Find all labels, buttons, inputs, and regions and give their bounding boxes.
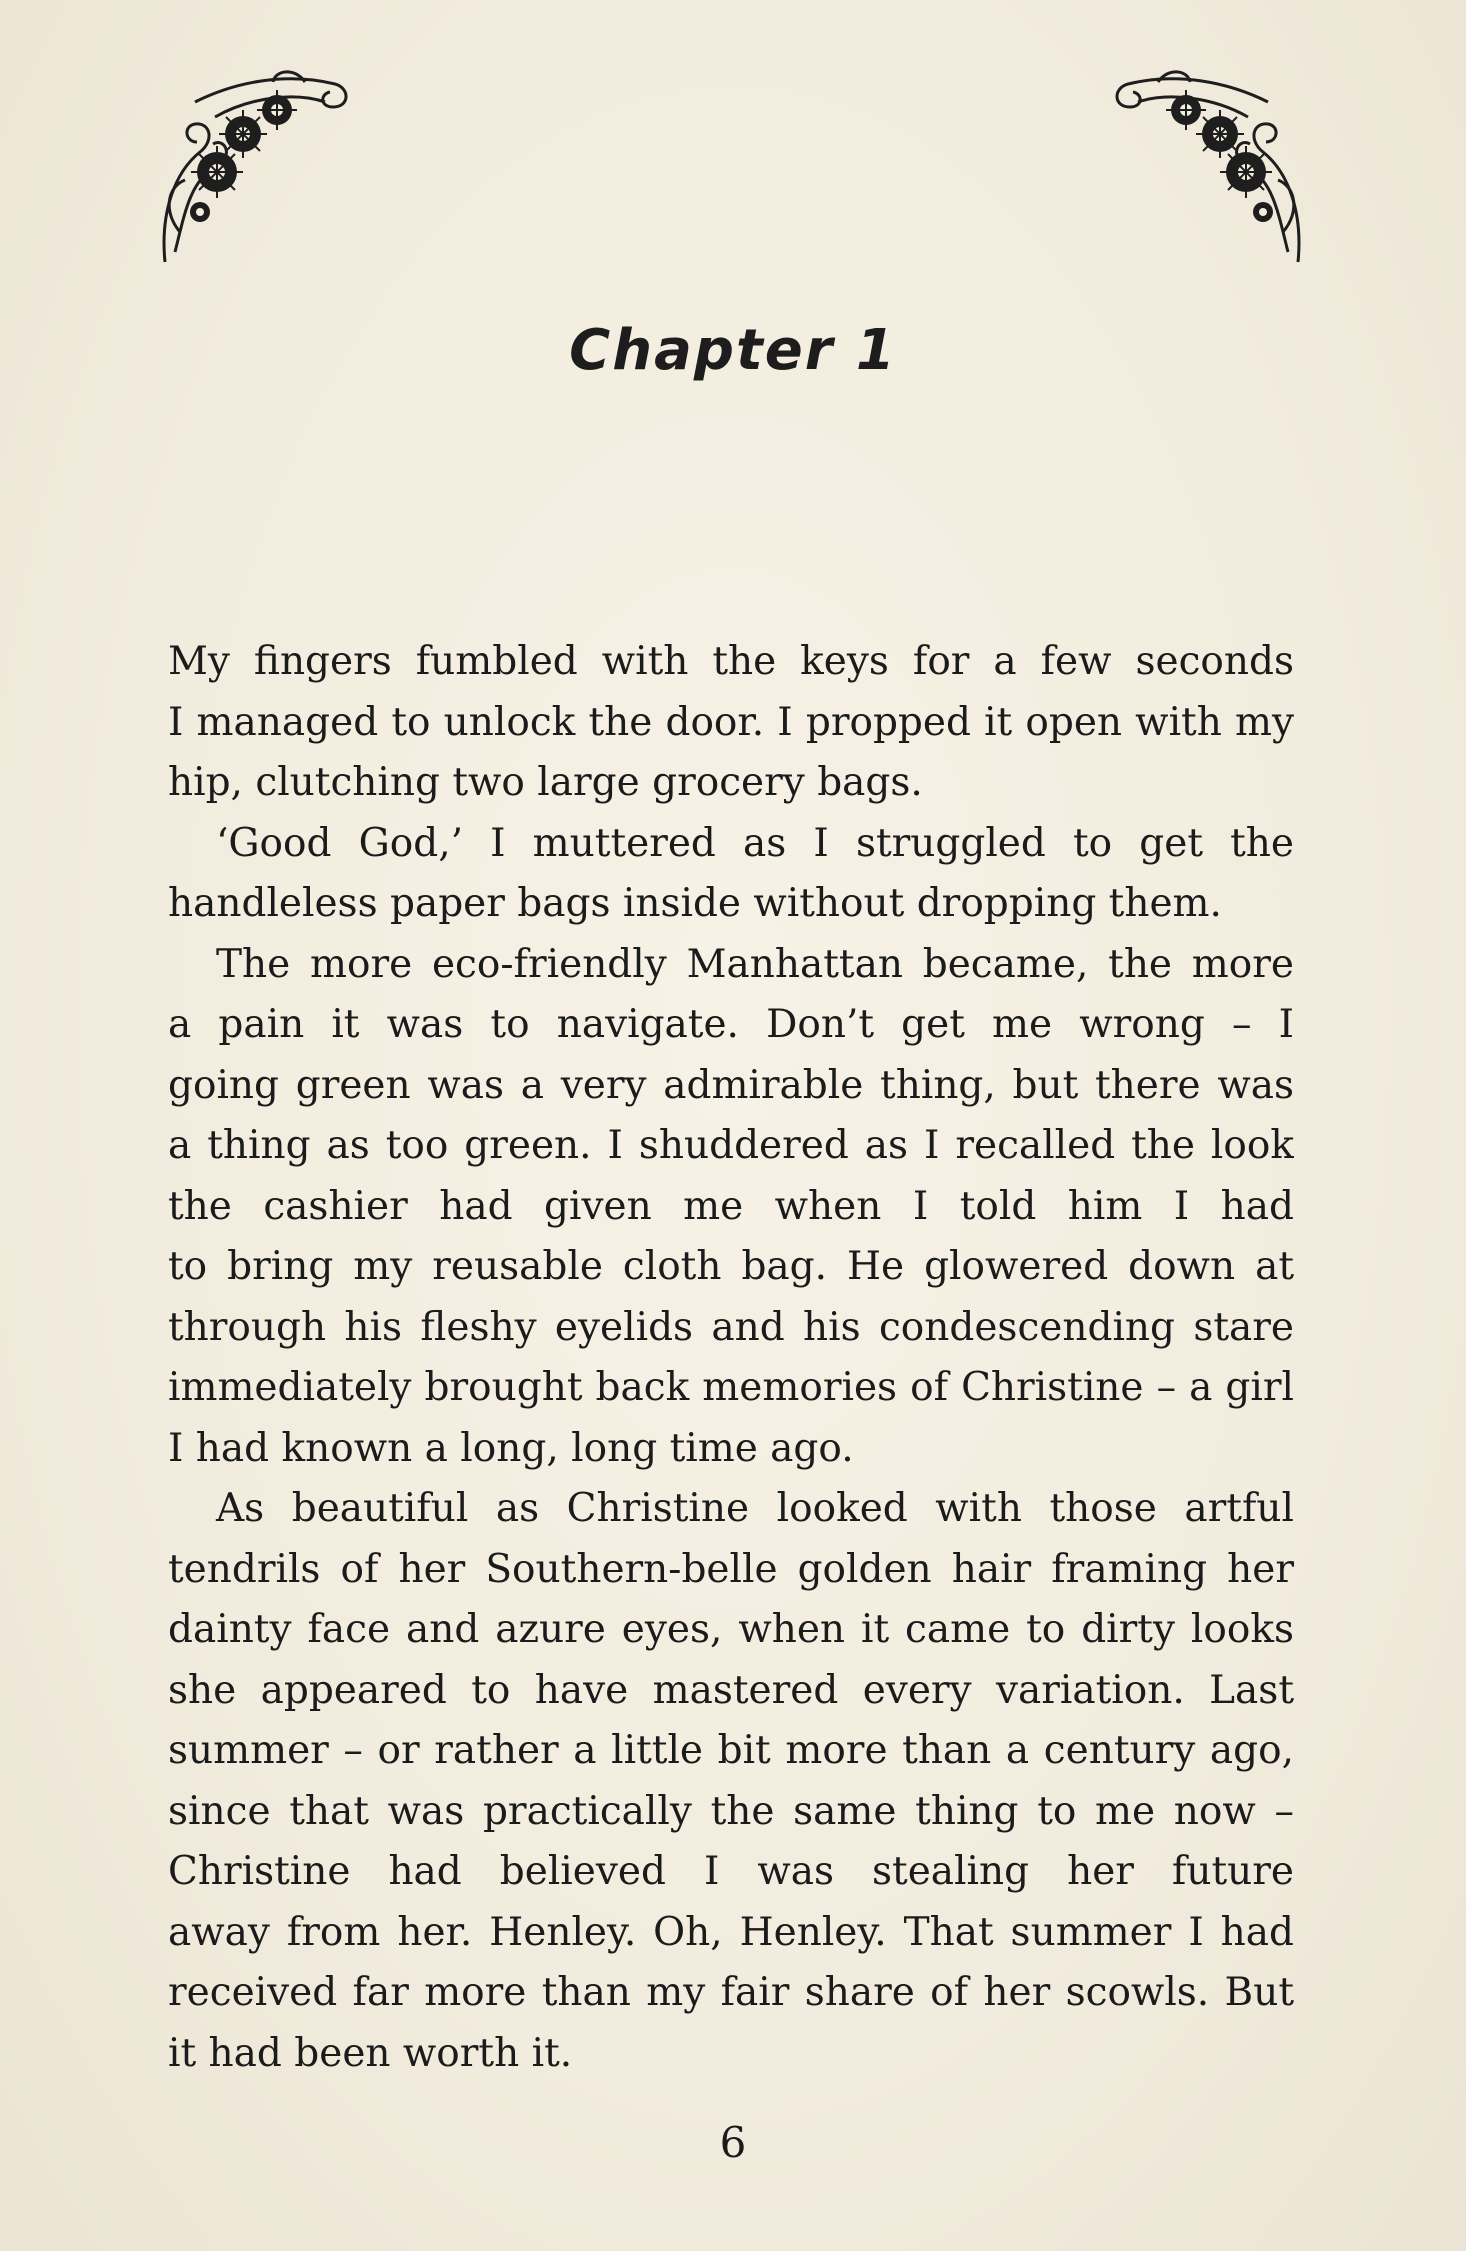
corner-ornament-left	[155, 62, 355, 277]
text-line: I had known a long, long time ago.	[168, 1425, 854, 1471]
text-line: As beautiful as Christine looked with those artful	[216, 1486, 1294, 1531]
text-line: she appeared to have mastered every variation. Last	[168, 1667, 1294, 1713]
text-line: it had been worth it.	[168, 2030, 573, 2076]
chapter-title: Chapter 1	[569, 318, 897, 383]
chapter-body	[168, 632, 1294, 2084]
text-line: a pain it was to navigate. Don’t get me wrong – I	[168, 1002, 1294, 1047]
text-line: The more eco-friendly Manhattan became, the more	[216, 941, 1294, 987]
corner-ornament-right	[1108, 62, 1308, 277]
text-line: handleless paper bags inside without dropping them.	[168, 881, 1222, 926]
text-line: summer – or rather a little bit more than a century ago,	[168, 1728, 1294, 1773]
text-line: going green was a very admirable thing, but there was	[168, 1062, 1294, 1108]
text-line: through his fleshy eyelids and his condescending stare	[168, 1304, 1294, 1350]
text-line: My fingers fumbled with the keys for a few seconds	[168, 639, 1294, 684]
text-line: since that was practically the same thing to me now –	[168, 1788, 1294, 1834]
text-line: immediately brought back memories of Christine – a girl	[168, 1365, 1294, 1410]
text-line: away from her. Henley. Oh, Henley. That summer I had	[168, 1909, 1294, 1955]
text-line: received far more than my fair share of her scowls. But	[168, 1970, 1294, 2015]
page-number: 6	[719, 2118, 747, 2167]
text-line: dainty face and azure eyes, when it came to dirty looks	[168, 1607, 1294, 1652]
text-line: Christine had believed I was stealing her future	[168, 1849, 1294, 1894]
text-line: hip, clutching two large grocery bags.	[168, 760, 923, 805]
text-line: ‘Good God,’ I muttered as I struggled to get the	[216, 820, 1294, 866]
text-line: a thing as too green. I shuddered as I recalled the look	[168, 1123, 1294, 1168]
text-line: the cashier had given me when I told him I had	[168, 1183, 1294, 1229]
text-line: I managed to unlock the door. I propped it open with my	[168, 699, 1294, 745]
text-line: to bring my reusable cloth bag. He glowered down at	[168, 1244, 1294, 1289]
text-line: tendrils of her Southern-belle golden hair framing her	[168, 1546, 1294, 1592]
